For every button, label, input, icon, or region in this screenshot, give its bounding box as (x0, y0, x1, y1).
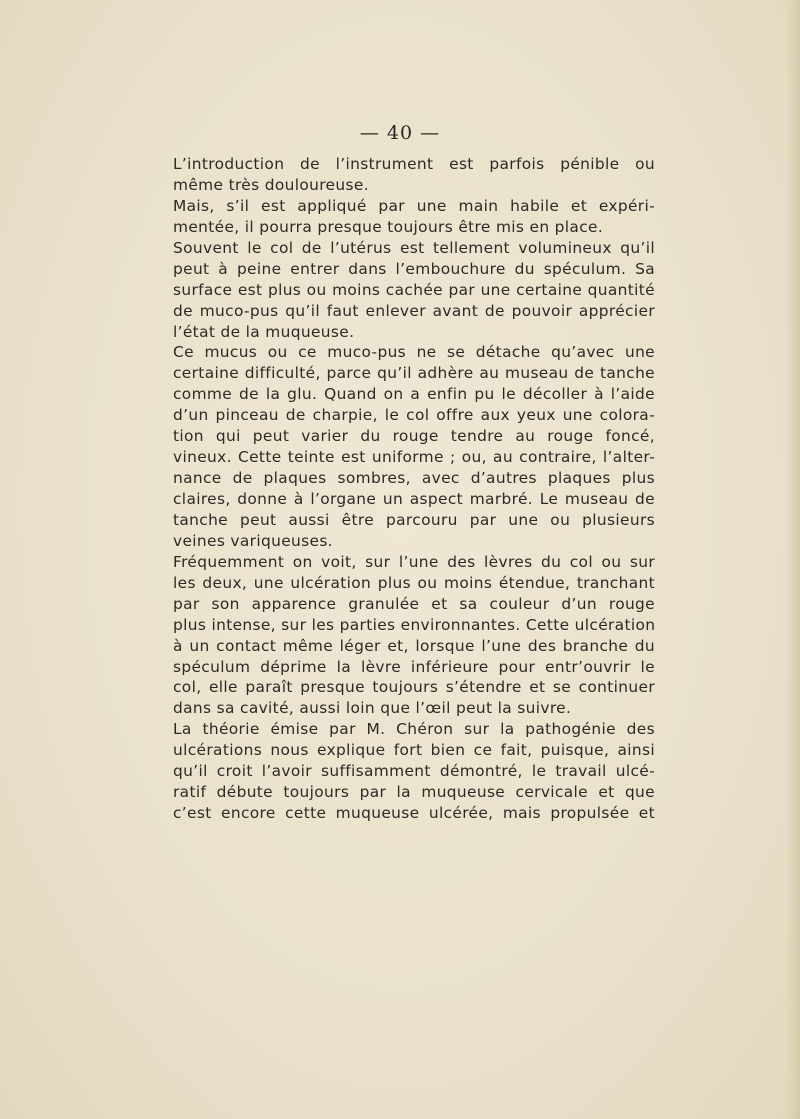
text-line: l’état de la muqueuse. (173, 322, 355, 341)
text-line: mentée, il pourra presque toujours être mis en place. (173, 217, 604, 236)
text-line: vineux. Cette teinte est uniforme ; ou, au contraire, l’alter- (173, 448, 655, 467)
text-line: col, elle paraît presque toujours s’étendre et se continuer (173, 678, 655, 697)
text-line: spéculum déprime la lèvre inférieure pour entr’ouvrir le (173, 657, 655, 676)
text-line: Souvent le col de l’utérus est tellement volumineux qu’il (173, 238, 655, 257)
text-line: même très douloureuse. (173, 175, 369, 194)
text-line: La théorie émise par M. Chéron sur la pathogénie des (173, 720, 655, 739)
text-line: nance de plaques sombres, avec d’autres plaques plus (173, 469, 655, 488)
text-line: d’un pinceau de charpie, le col offre aux yeux une colora- (173, 406, 655, 425)
text-line: comme de la glu. Quand on a enfin pu le décoller à l’aide (173, 385, 655, 404)
text-line: Fréquemment on voit, sur l’une des lèvres du col ou sur (173, 552, 655, 571)
text-line: surface est plus ou moins cachée par une certaine quantité (173, 280, 655, 299)
text-line: de muco-pus qu’il faut enlever avant de pouvoir apprécier (173, 301, 655, 320)
text-line: plus intense, sur les parties environnantes. Cette ulcération (173, 615, 656, 634)
text-line: c’est encore cette muqueuse ulcérée, mais propulsée et (173, 804, 655, 823)
body-text (173, 154, 655, 824)
text-line: certaine difficulté, parce qu’il adhère au museau de tanche (173, 364, 655, 383)
text-line: les deux, une ulcération plus ou moins étendue, tranchant (173, 573, 655, 592)
text-line: par son apparence granulée et sa couleur d’un rouge (173, 594, 655, 613)
page-edge-shadow (786, 0, 800, 1119)
text-line: qu’il croit l’avoir suffisamment démontré, le travail ulcé- (173, 762, 655, 781)
text-line: dans sa cavité, aussi loin que l’œil peut la suivre. (173, 699, 572, 718)
text-line: L’introduction de l’instrument est parfois pénible ou (173, 155, 655, 173)
text-line: ratif débute toujours par la muqueuse cervicale et que (173, 783, 655, 802)
text-line: ulcérations nous explique fort bien ce fait, puisque, ainsi (173, 741, 655, 760)
text-line: peut à peine entrer dans l’embouchure du spéculum. Sa (173, 259, 655, 278)
text-line: veines variqueuses. (173, 531, 333, 550)
text-line: tion qui peut varier du rouge tendre au rouge foncé, (173, 427, 655, 446)
text-line: tanche peut aussi être parcouru par une ou plusieurs (173, 510, 655, 529)
text-line: claires, donne à l’organe un aspect marbré. Le museau de (173, 490, 655, 508)
text-line: Ce mucus ou ce muco-pus ne se détache qu’avec une (173, 343, 655, 362)
text-line: Mais, s’il est appliqué par une main habile et expéri- (173, 196, 655, 215)
text-line: à un contact même léger et, lorsque l’une des branche du (173, 636, 655, 655)
page-number: — 40 — (359, 122, 441, 144)
